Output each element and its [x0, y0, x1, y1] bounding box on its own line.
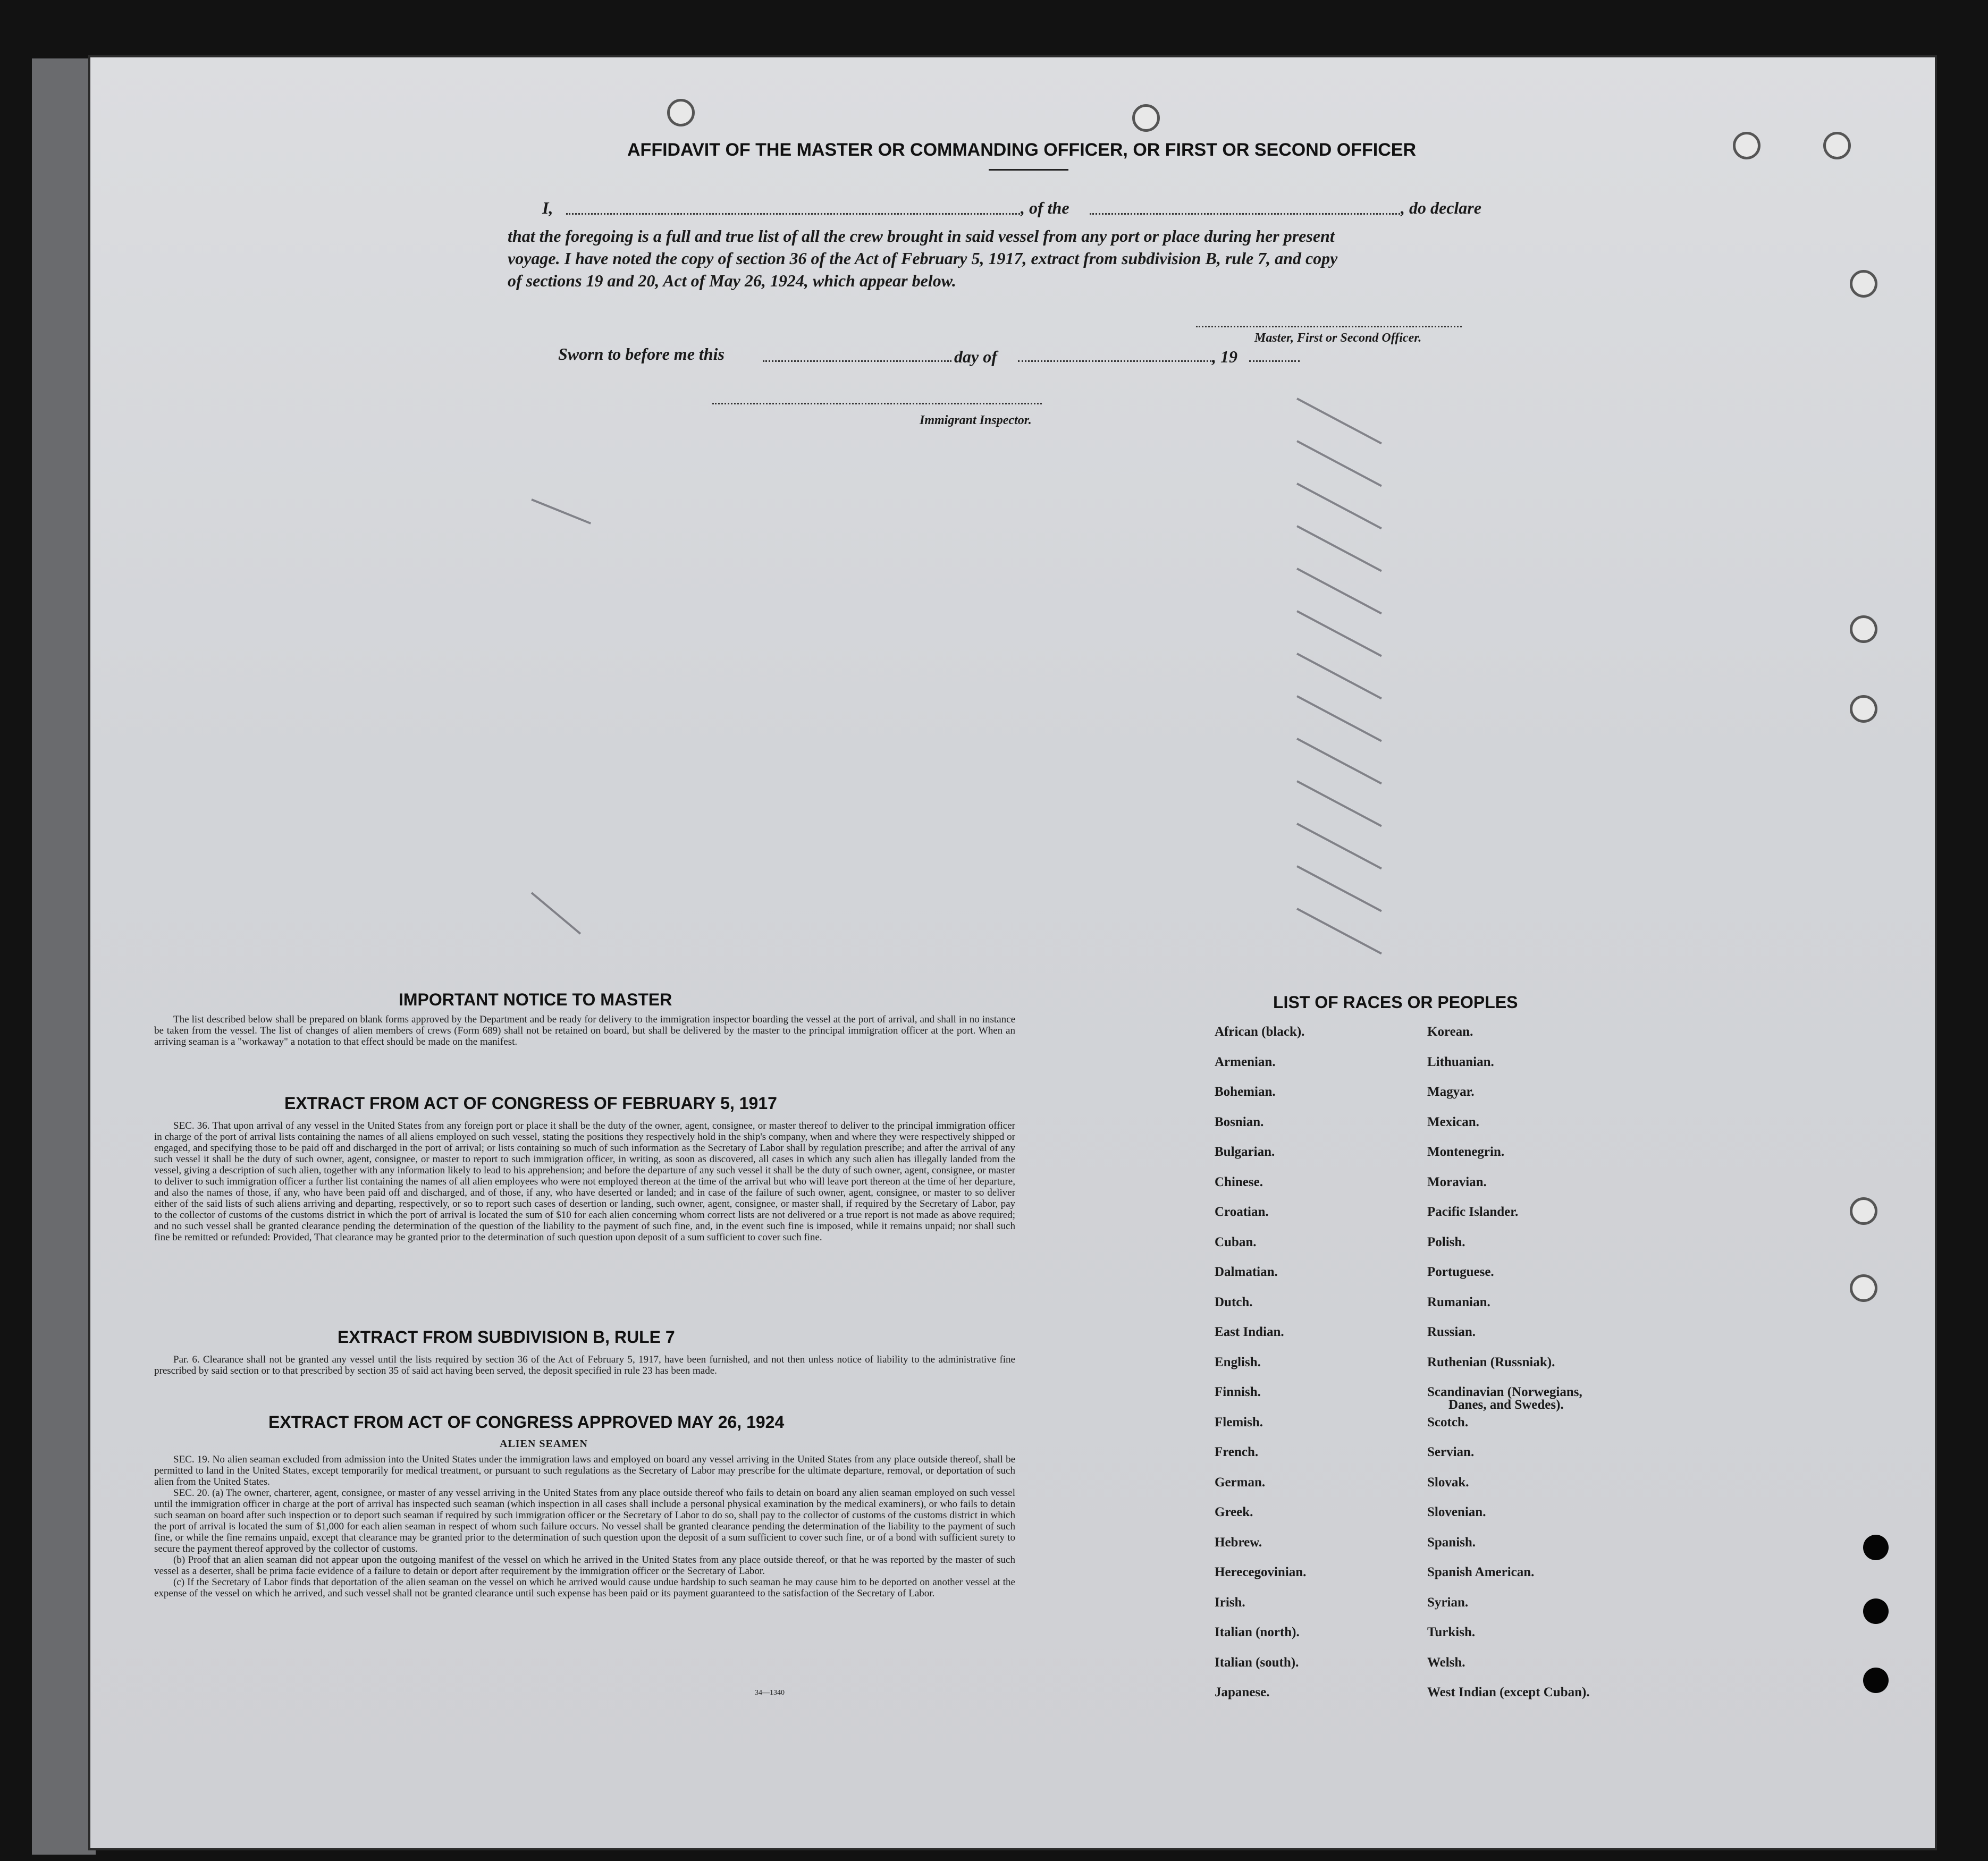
bleed-stroke [1296, 397, 1382, 444]
punch-hole [1863, 1535, 1889, 1560]
affidavit-of-the: , of the [1021, 198, 1069, 217]
sworn-day-line [763, 360, 951, 362]
race-item: Italian (north). [1215, 1625, 1300, 1639]
race-item: Magyar. [1427, 1085, 1475, 1099]
paper-edge [32, 58, 96, 1855]
race-item: Servian. [1427, 1445, 1475, 1459]
affidavit-line-1: that the foregoing is a full and true list of all the crew brought in said vessel from any port or place during her present [508, 226, 1335, 246]
race-item: Rumanian. [1427, 1295, 1490, 1309]
race-item: Dutch. [1215, 1295, 1253, 1309]
punch-hole [1850, 615, 1877, 643]
rule7-paragraph: Par. 6. Clearance shall not be granted any vessel until the lists required by section 36 of the Act of February 5, 1917, have been furnished, and not then unless notice of liability to the administrative fine prescribed by said section or to that prescribed by section 35 of said act having been served, the deposit specified in rule 23 has been made. [154, 1354, 1015, 1376]
master-signature-label: Master, First or Second Officer. [1254, 331, 1422, 345]
race-item: Irish. [1215, 1595, 1245, 1610]
bleed-stroke [1296, 780, 1382, 827]
race-item: Italian (south). [1215, 1655, 1299, 1670]
bleed-stroke [1296, 525, 1382, 572]
punch-hole [1132, 104, 1160, 132]
race-item: West Indian (except Cuban). [1427, 1685, 1590, 1699]
affidavit-i: I, [542, 198, 553, 217]
race-item: Pacific Islander. [1427, 1205, 1519, 1219]
race-item: Moravian. [1427, 1174, 1487, 1189]
form-number: 34—1340 [755, 1689, 785, 1697]
extract-1917-text [154, 1120, 1015, 1243]
race-item: Spanish. [1427, 1535, 1476, 1550]
bleed-stroke [1296, 653, 1382, 699]
affidavit-line-2: voyage. I have noted the copy of section 36 of the Act of February 5, 1917, extract from subdivision B, rule 7, and copy [508, 249, 1338, 268]
sec19-paragraph: SEC. 19. No alien seaman excluded from admission into the United States under the immigration laws and employed on board any vessel arriving in the United States from any place outside thereof, shall be permitted to land in the United States, except temporarily for medical treatment, or pursuant to such regulations as the Secretary of Labor may prescribe for the ultimate departure, removal, or deportation of such alien from the United States. [154, 1454, 1015, 1487]
bleed-stroke [1296, 908, 1382, 954]
inspector-signature-line [712, 403, 1042, 404]
month-line [1018, 360, 1215, 362]
rule7-text [154, 1354, 1015, 1376]
race-item: Hebrew. [1215, 1535, 1262, 1550]
notice-title: IMPORTANT NOTICE TO MASTER [399, 990, 672, 1009]
race-item: Syrian. [1427, 1595, 1469, 1610]
punch-hole [1850, 1197, 1877, 1225]
punch-hole [1863, 1598, 1889, 1624]
bleed-stroke [531, 892, 581, 934]
punch-hole [1733, 132, 1760, 159]
race-item: Portuguese. [1427, 1265, 1494, 1279]
race-item: Scotch. [1427, 1415, 1469, 1429]
manifest-page [90, 57, 1935, 1848]
day-of-label: day of [954, 347, 997, 366]
race-item: Mexican. [1427, 1114, 1479, 1129]
bleed-stroke [531, 498, 591, 525]
notice-paragraph: The list described below shall be prepared on blank forms approved by the Department and be ready for delivery to the immigration inspector boarding the vessel at the port of arrival, and shall in no instance be taken from the vessel. The list of changes of alien members of crews (Form 689) shall not be retained on board, but shall be delivered by the master to the principal immigration officer at the port. When an arriving seaman is a "workaway" a notation to that effect should be made on the manifest. [154, 1014, 1015, 1047]
race-item: Herecegovinian. [1215, 1565, 1307, 1579]
race-item: Bosnian. [1215, 1114, 1264, 1129]
race-item: Croatian. [1215, 1205, 1269, 1219]
bleed-stroke [1296, 695, 1382, 742]
punch-hole [1823, 132, 1851, 159]
race-item: Bohemian. [1215, 1085, 1276, 1099]
race-item: Chinese. [1215, 1174, 1263, 1189]
race-item: Lithuanian. [1427, 1054, 1494, 1069]
alien-seamen-subtitle: ALIEN SEAMEN [500, 1438, 588, 1450]
bleed-stroke [1296, 865, 1382, 912]
race-item: Armenian. [1215, 1054, 1276, 1069]
bleed-stroke [1296, 440, 1382, 487]
sec20c-paragraph: (c) If the Secretary of Labor finds that deportation of the alien seaman on the vessel on which he arrived would cause undue hardship to such seaman he may cause him to be deported on another vessel at the expense of the vessel on which he arrived, and such vessel shall not be granted clearance until such expense has been paid or its payment guaranteed to the satisfaction of the Secretary of Labor. [154, 1577, 1015, 1599]
bleed-stroke [1296, 610, 1382, 657]
race-item: Welsh. [1427, 1655, 1465, 1670]
race-item: Spanish American. [1427, 1565, 1535, 1579]
race-item: Slovak. [1427, 1475, 1469, 1490]
race-item: Turkish. [1427, 1625, 1476, 1639]
affidavit-do-declare: , do declare [1401, 198, 1481, 217]
race-item: Polish. [1427, 1234, 1465, 1249]
race-item: Japanese. [1215, 1685, 1270, 1699]
title-underline [989, 169, 1068, 171]
race-item: Cuban. [1215, 1234, 1257, 1249]
punch-hole [1863, 1668, 1889, 1693]
bleed-stroke [1296, 738, 1382, 784]
race-item: Montenegrin. [1427, 1145, 1505, 1159]
race-item: Greek. [1215, 1505, 1253, 1519]
bleed-stroke [1296, 568, 1382, 614]
race-item: Dalmatian. [1215, 1265, 1278, 1279]
races-title: LIST OF RACES OR PEOPLES [1273, 993, 1518, 1012]
race-item: Ruthenian (Russniak). [1427, 1355, 1555, 1369]
punch-hole [1850, 695, 1877, 723]
affidavit-title: AFFIDAVIT OF THE MASTER OR COMMANDING OFFICER, OR FIRST OR SECOND OFFICER [627, 140, 1416, 160]
punch-hole [1850, 1274, 1877, 1302]
sworn-label: Sworn to before me this [558, 344, 725, 363]
race-item: French. [1215, 1445, 1259, 1459]
bleed-stroke [1296, 823, 1382, 869]
race-item: Scandinavian (Norwegians, [1427, 1385, 1582, 1399]
extract-1924-text [154, 1454, 1015, 1599]
race-item: English. [1215, 1355, 1261, 1369]
race-item: Slovenian. [1427, 1505, 1486, 1519]
race-item: Russian. [1427, 1325, 1476, 1339]
sec20a-paragraph: SEC. 20. (a) The owner, charterer, agent, consignee, or master of any vessel arriving in the United States from any place outside thereof who fails to detain on board any alien seaman employed on such vessel until the immigration officer in charge at the port of arrival has inspected such seaman (which inspection in all cases shall include a personal physical examination by the medical examiners), or who fails to detain such seaman on board after such inspection or to deport such seaman if required by such immigration officer or the Secretary of Labor to do so, shall pay to the collector of customs of the customs district in which the port of arrival is located the sum of $1,000 for each alien seaman in respect of whom such failure occurs. No vessel shall be granted clearance pending the determination of the liability to the payment of such fine, or while the fine remains unpaid, except that clearance may be granted prior to the determination of such question upon the deposit of a sum sufficient to cover such fine, or of a bond with sufficient surety to secure the payment thereof approved by the collector of customs. [154, 1487, 1015, 1554]
race-item: Bulgarian. [1215, 1145, 1275, 1159]
year-label: , 19 [1212, 347, 1237, 366]
race-item-continuation: Danes, and Swedes). [1448, 1398, 1564, 1412]
race-item: Flemish. [1215, 1415, 1263, 1429]
race-item: East Indian. [1215, 1325, 1284, 1339]
extract-1924-title: EXTRACT FROM ACT OF CONGRESS APPROVED MAY 26, 1924 [268, 1412, 785, 1432]
race-item: African (black). [1215, 1025, 1305, 1039]
punch-hole [667, 99, 695, 126]
name-line [566, 213, 1023, 215]
notice-text [154, 1014, 1015, 1047]
sec20b-paragraph: (b) Proof that an alien seaman did not appear upon the outgoing manifest of the vessel on which he arrived in the United States from any place outside thereof, or that he was reported by the master of such vessel as a deserter, shall be prima facie evidence of a failure to detain or deport after requirement by the immigration officer or the Secretary of Labor. [154, 1554, 1015, 1577]
punch-hole [1850, 270, 1877, 298]
vessel-line [1090, 213, 1403, 215]
race-item: Korean. [1427, 1025, 1473, 1039]
rule7-title: EXTRACT FROM SUBDIVISION B, RULE 7 [338, 1327, 675, 1347]
race-item: German. [1215, 1475, 1266, 1490]
affidavit-line-3: of sections 19 and 20, Act of May 26, 1924, which appear below. [508, 271, 956, 290]
extract-1917-paragraph: SEC. 36. That upon arrival of any vessel in the United States from any foreign port or place it shall be the duty of the owner, agent, consignee, or master thereof to deliver to the principal immigration officer in charge of the port of arrival lists containing the names of all aliens employed on such vessel, stating the positions they respectively hold in the ship's company, when and where they were respectively shipped or engaged, and specifying those to be paid off and discharged in the port of arrival; or lists containing so much of such information as the Secretary of Labor shall by regulation prescribe; and after the arrival of any such vessel it shall be the duty of such owner, agent, consignee, or master to report to such immigration officer, in writing, as soon as discovered, all cases in which any such alien has illegally landed from the vessel, giving a description of such alien, together with any information likely to lead to his apprehension; and before the departure of any such vessel it shall be the duty of such owner, agent, consignee, or master to deliver to such immigration officer a further list containing the names of all alien employees who were not employed thereon at the time of the arrival but who will leave port thereon at the time of her departure, and also the names of those, if any, who have been paid off and discharged, and of those, if any, who have deserted or landed; and in case of the failure of such owner, agent, consignee, or master to so deliver either of the said lists of such aliens arriving and departing, respectively, or so to report such cases of desertion or landing, such owner, agent, consignee, or master shall, if required by the Secretary of Labor, pay to the collector of customs of the customs district in which the port of arrival is located the sum of $10 for each alien concerning whom correct lists are not delivered or a true report is not made as above required; and no such vessel shall be granted clearance pending the determination of the question of the liability to the payment of such fine, and, in the event such fine is imposed, while it remains unpaid; nor shall such fine be remitted or refunded: Provided, That clearance may be granted prior to the determination of such question upon deposit of a sum sufficient to cover such fine. [154, 1120, 1015, 1243]
master-signature-line [1196, 326, 1462, 327]
races-list [1215, 1025, 1799, 1779]
year-line [1249, 360, 1300, 362]
race-item: Finnish. [1215, 1385, 1261, 1399]
bleed-stroke [1296, 483, 1382, 529]
extract-1917-title: EXTRACT FROM ACT OF CONGRESS OF FEBRUARY 5, 1917 [284, 1094, 777, 1113]
inspector-label: Immigrant Inspector. [920, 413, 1032, 427]
